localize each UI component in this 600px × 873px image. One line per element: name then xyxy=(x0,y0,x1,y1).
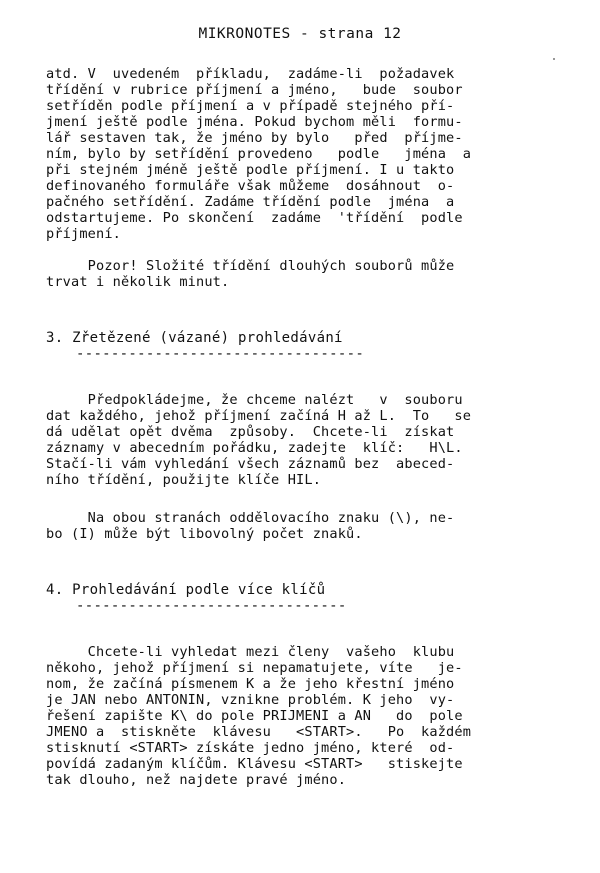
text-line: nom, že začíná písmenem K a že jeho křestní jméno xyxy=(46,676,455,692)
text-line: bo (I) může být libovolný počet znaků. xyxy=(46,526,363,542)
section-heading-4: 4. Prohledávání podle více klíčů xyxy=(46,582,326,598)
text-line: odstartujeme. Po skončení zadáme 'třídění podle xyxy=(46,210,463,226)
text-line: Předpokládejme, že chceme nalézt v souboru xyxy=(46,392,463,408)
text-line: dat každého, jehož příjmení začíná H až L. To se xyxy=(46,408,472,424)
text-line: Na obou stranách oddělovacího znaku (\), ne- xyxy=(46,510,455,526)
section-heading-3: 3. Zřetězené (vázané) prohledávání xyxy=(46,330,343,346)
text-line: je JAN nebo ANTONIN, vznikne problém. K jeho vy- xyxy=(46,692,455,708)
text-line: Stačí-li vám vyhledání všech záznamů bez abeced- xyxy=(46,456,455,472)
text-line: lář sestaven tak, že jméno by bylo před příjme- xyxy=(46,130,463,146)
text-line: trvat i několik minut. xyxy=(46,274,230,290)
text-line: ního třídění, použijte klíče HIL. xyxy=(46,472,322,488)
text-line: tak dlouho, než najdete pravé jméno. xyxy=(46,772,347,788)
text-line: povídá zadaným klíčům. Klávesu <START> stiskejte xyxy=(46,756,463,772)
text-line: atd. V uvedeném příkladu, zadáme-li požadavek xyxy=(46,66,455,82)
section-underline-3: --------------------------------- xyxy=(76,346,365,362)
text-line: Chcete-li vyhledat mezi členy vašeho klubu xyxy=(46,644,455,660)
page-header: MIKRONOTES - strana 12 xyxy=(198,26,402,42)
print-speck xyxy=(553,58,555,60)
text-line: stisknutí <START> získáte jedno jméno, které od- xyxy=(46,740,455,756)
text-line: pačného setřídění. Zadáme třídění podle jména a xyxy=(46,194,455,210)
text-line: JMENO a stiskněte klávesu <START>. Po každém xyxy=(46,724,472,740)
text-line: dá udělat opět dvěma způsoby. Chcete-li získat xyxy=(46,424,455,440)
section-underline-4: ------------------------------- xyxy=(76,598,347,614)
text-line: někoho, jehož příjmení si nepamatujete, víte je- xyxy=(46,660,463,676)
text-line: jmení ještě podle jména. Pokud bychom měli formu- xyxy=(46,114,463,130)
text-line: třídění v rubrice příjmení a jméno, bude soubor xyxy=(46,82,463,98)
text-line: řešení zapište K\ do pole PRIJMENI a AN do pole xyxy=(46,708,463,724)
text-line: setříděn podle příjmení a v případě stejného pří- xyxy=(46,98,455,114)
text-line: definovaného formuláře však můžeme dosáhnout o- xyxy=(46,178,455,194)
text-line: Pozor! Složité třídění dlouhých souborů může xyxy=(46,258,455,274)
text-line: záznamy v abecedním pořádku, zadejte klíč: H\L. xyxy=(46,440,463,456)
text-line: při stejném jméně ještě podle příjmení. I u takto xyxy=(46,162,455,178)
text-line: ním, bylo by setřídění provedeno podle jména a xyxy=(46,146,472,162)
text-line: příjmení. xyxy=(46,226,122,242)
